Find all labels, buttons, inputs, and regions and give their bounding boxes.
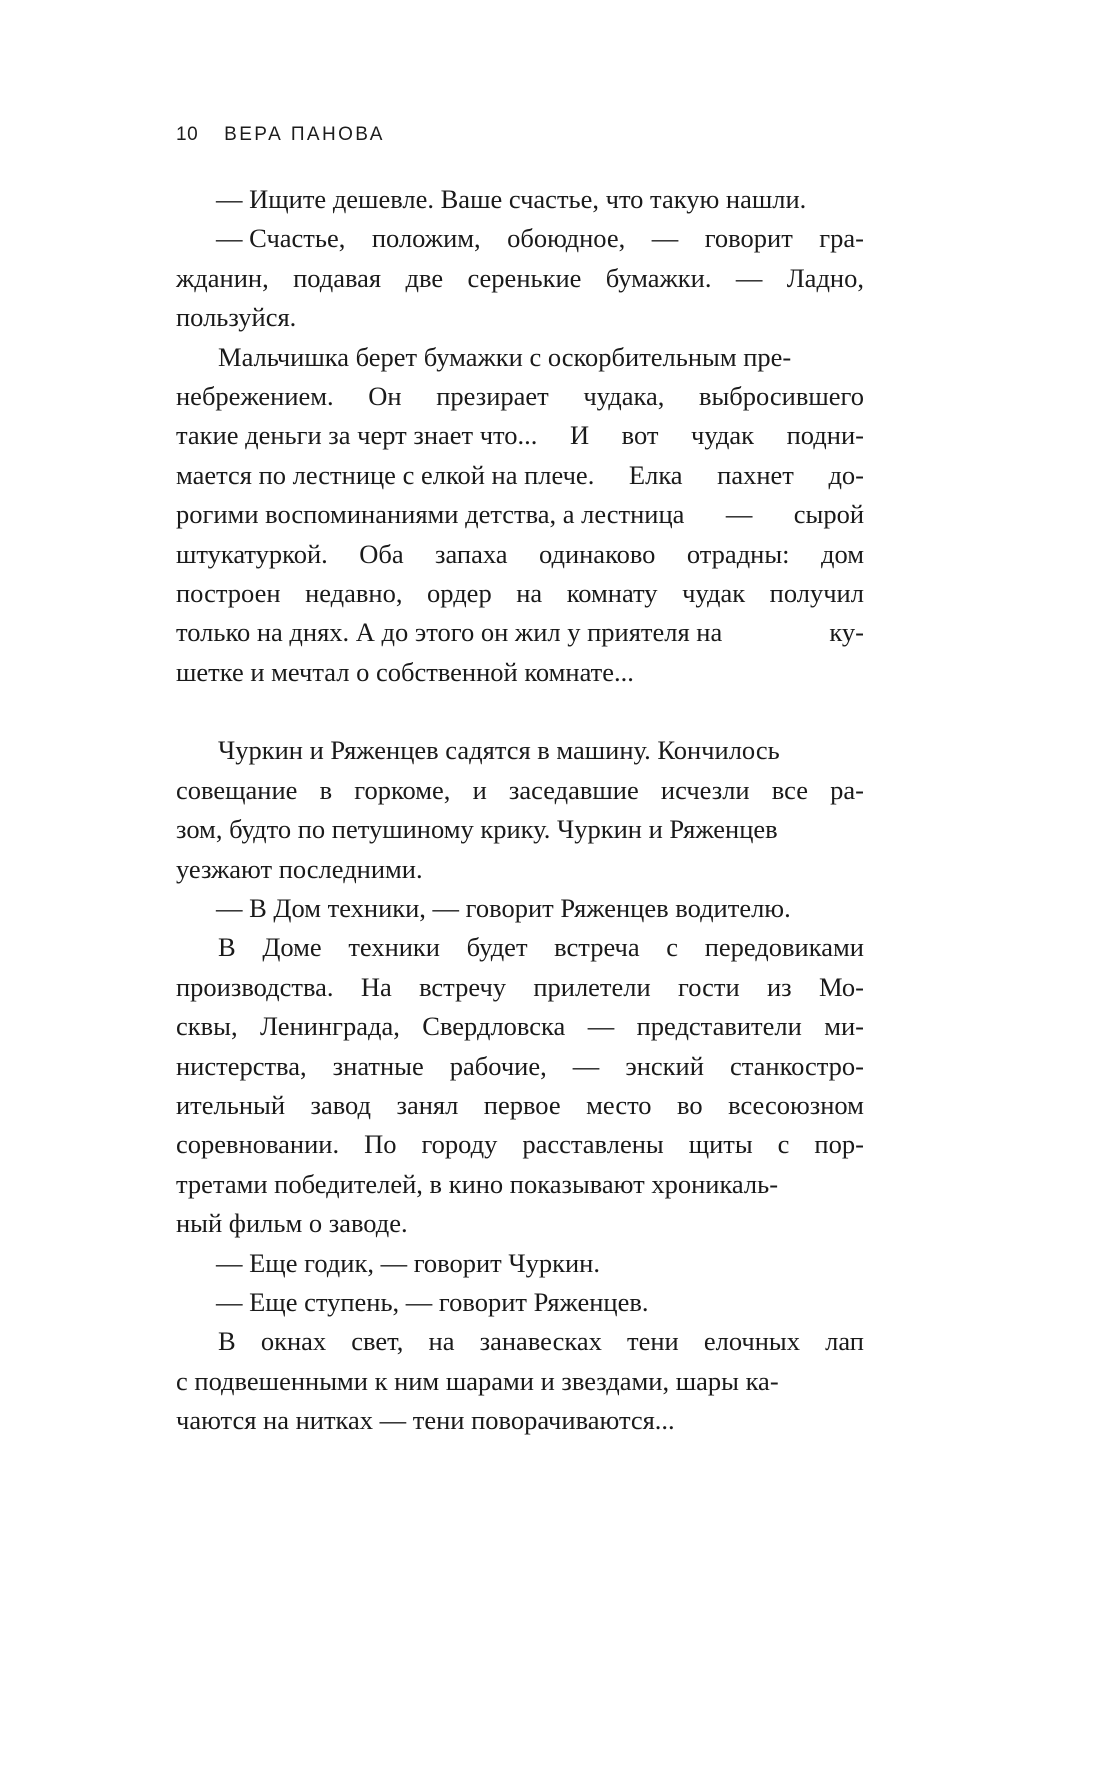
- line-segment: все: [771, 774, 808, 805]
- line-segment: — Ищите дешевле. Ваше счастье, что такую нашли.: [216, 184, 807, 214]
- line-segment: Мо-: [818, 971, 864, 1002]
- text-line: [176, 535, 864, 574]
- line-segment: —: [587, 1011, 615, 1042]
- page-number: 10: [176, 124, 199, 145]
- line-segment: небрежением.: [176, 380, 334, 411]
- line-segment: на: [516, 577, 543, 608]
- text-line: [176, 1047, 864, 1086]
- line-segment: занял: [396, 1089, 459, 1120]
- line-segment: встреча: [554, 932, 640, 963]
- text-line: [176, 1362, 864, 1401]
- line-segment: всесоюзном: [728, 1089, 864, 1120]
- line-segment: мается по лестнице с елкой на плече.: [176, 459, 595, 490]
- text-line: [176, 928, 864, 967]
- line-segment: пор-: [814, 1129, 864, 1160]
- line-segment: лап: [825, 1326, 864, 1357]
- line-segment: ордер: [427, 577, 492, 608]
- line-segment: из: [766, 971, 792, 1002]
- dialogue-paragraph: [176, 889, 864, 928]
- line-segment: уезжают последними.: [176, 853, 423, 884]
- narrative-paragraph: [176, 1322, 864, 1440]
- line-segment: с подвешенными к ним шарами и звездами, шары ка-: [176, 1365, 779, 1396]
- line-segment: получил: [769, 577, 864, 608]
- line-segment: построен: [176, 577, 281, 608]
- line-segment: одинаково: [538, 538, 656, 569]
- line-segment: знатные: [332, 1050, 424, 1081]
- line-segment: городу: [421, 1129, 498, 1160]
- text-line: [176, 1204, 864, 1243]
- line-segment: занавесках: [479, 1326, 602, 1357]
- line-segment: рогими воспоминаниями детства, а лестница: [176, 499, 685, 530]
- line-segment: Ладно,: [786, 262, 864, 293]
- text-line: [176, 1007, 864, 1046]
- line-segment: до-: [828, 459, 864, 490]
- line-segment: ный фильм о заводе.: [176, 1208, 408, 1239]
- text-line: [176, 338, 864, 377]
- text-line: [176, 850, 864, 889]
- line-segment: щиты: [688, 1129, 753, 1160]
- line-segment: станкостро-: [729, 1050, 864, 1081]
- line-segment: серенькие: [467, 262, 582, 293]
- line-segment: говорит: [704, 223, 793, 254]
- narrative-paragraph: [176, 338, 864, 693]
- line-segment: встречу: [419, 971, 507, 1002]
- text-line: [176, 731, 864, 770]
- text-line: [176, 810, 864, 849]
- line-segment: — В Дом техники, — говорит Ряженцев водителю.: [216, 893, 791, 924]
- text-line: [176, 1165, 864, 1204]
- line-segment: рабочие,: [449, 1050, 547, 1081]
- line-segment: чудак: [691, 420, 755, 451]
- line-segment: дом: [820, 538, 864, 569]
- line-segment: свет,: [351, 1326, 404, 1357]
- line-segment: ра-: [830, 774, 864, 805]
- line-segment: чаются на нитках — тени поворачиваются...: [176, 1405, 675, 1436]
- line-segment: запаха: [435, 538, 508, 569]
- dialogue-paragraph: [176, 1283, 864, 1322]
- line-segment: —: [651, 223, 679, 254]
- line-segment: нистерства,: [176, 1050, 307, 1081]
- line-segment: Ленинграда,: [260, 1011, 400, 1042]
- line-segment: бумажки.: [605, 262, 712, 293]
- line-segment: подни-: [786, 420, 864, 451]
- text-line: [176, 219, 864, 258]
- line-segment: прилетели: [533, 971, 651, 1002]
- line-segment: Оба: [359, 538, 404, 569]
- dialogue-paragraph: [176, 219, 864, 337]
- line-segment: обоюдное,: [507, 223, 626, 254]
- line-segment: передовиками: [704, 932, 864, 963]
- line-segment: зом, будто по петушиному крику. Чуркин и Ряженцев: [176, 814, 778, 845]
- running-title: ВЕРА ПАНОВА: [224, 124, 385, 145]
- line-segment: такие деньги за черт знает что...: [176, 420, 538, 451]
- line-segment: с: [777, 1129, 790, 1160]
- line-segment: елочных: [703, 1326, 800, 1357]
- text-line: [176, 968, 864, 1007]
- line-segment: гости: [678, 971, 740, 1002]
- line-segment: Елка: [628, 459, 683, 490]
- line-segment: тени: [626, 1326, 679, 1357]
- line-segment: Свердловска: [422, 1011, 566, 1042]
- line-segment: комнату: [566, 577, 658, 608]
- text-block: [176, 180, 864, 692]
- scene-break: [176, 692, 864, 731]
- line-segment: во: [677, 1089, 703, 1120]
- line-segment: Чуркин и Ряженцев садятся в машину. Кончилось: [218, 735, 780, 766]
- line-segment: третами победителей, в кино показывают хроникаль-: [176, 1168, 779, 1199]
- line-segment: энский: [625, 1050, 704, 1081]
- line-segment: производства.: [176, 971, 334, 1002]
- text-line: [176, 1244, 864, 1283]
- line-segment: пахнет: [717, 459, 794, 490]
- line-segment: недавно,: [305, 577, 403, 608]
- text-block: [176, 731, 864, 1440]
- line-segment: ительный: [176, 1089, 286, 1120]
- line-segment: На: [360, 971, 392, 1002]
- text-line: [176, 653, 864, 692]
- line-segment: выбросившего: [698, 380, 864, 411]
- line-segment: жданин,: [176, 262, 269, 293]
- line-segment: —: [572, 1050, 600, 1081]
- text-line: [176, 259, 864, 298]
- line-segment: Доме: [262, 932, 322, 963]
- line-segment: сырой: [793, 499, 864, 530]
- running-header: [176, 124, 385, 146]
- line-segment: презирает: [436, 380, 549, 411]
- line-segment: пользуйся.: [176, 302, 297, 333]
- line-segment: представители: [636, 1011, 802, 1042]
- text-line: [176, 1125, 864, 1164]
- line-segment: чудак: [682, 577, 746, 608]
- text-line: [176, 1322, 864, 1361]
- line-segment: заседавшие: [508, 774, 639, 805]
- line-segment: — Еще годик, — говорит Чуркин.: [216, 1247, 600, 1278]
- text-line: [176, 456, 864, 495]
- line-segment: ку-: [829, 617, 864, 648]
- text-line: [176, 574, 864, 613]
- line-segment: В: [218, 1326, 236, 1357]
- line-segment: По: [364, 1129, 397, 1160]
- text-line: [176, 495, 864, 534]
- text-line: [176, 613, 864, 652]
- body-text-column: [176, 180, 864, 1441]
- line-segment: на: [428, 1326, 455, 1357]
- line-segment: —: [725, 499, 753, 530]
- line-segment: сквы,: [176, 1011, 238, 1042]
- line-segment: — Счастье,: [216, 223, 346, 254]
- line-segment: в: [319, 774, 333, 805]
- line-segment: окнах: [260, 1326, 327, 1357]
- line-segment: отрадны:: [686, 538, 790, 569]
- line-segment: И: [569, 420, 590, 451]
- line-segment: расставлены: [522, 1129, 664, 1160]
- line-segment: положим,: [371, 223, 481, 254]
- text-line: [176, 180, 864, 219]
- line-segment: первое: [483, 1089, 561, 1120]
- text-line: [176, 1086, 864, 1125]
- line-segment: будет: [466, 932, 528, 963]
- text-line: [176, 771, 864, 810]
- line-segment: Он: [368, 380, 402, 411]
- line-segment: завод: [310, 1089, 372, 1120]
- narrative-paragraph: [176, 731, 864, 889]
- line-segment: ми-: [824, 1011, 864, 1042]
- text-line: [176, 1401, 864, 1440]
- text-line: [176, 416, 864, 455]
- line-segment: совещание: [176, 774, 298, 805]
- line-segment: В: [218, 932, 236, 963]
- line-segment: место: [586, 1089, 652, 1120]
- dialogue-paragraph: [176, 1244, 864, 1283]
- text-line: [176, 1283, 864, 1322]
- line-segment: — Еще ступень, — говорит Ряженцев.: [216, 1286, 649, 1317]
- line-segment: гра-: [819, 223, 864, 254]
- narrative-paragraph: [176, 928, 864, 1243]
- line-segment: исчезли: [660, 774, 750, 805]
- line-segment: штукатуркой.: [176, 538, 328, 569]
- line-segment: Мальчишка берет бумажки с оскорбительным пре-: [218, 341, 792, 372]
- line-segment: —: [735, 262, 763, 293]
- line-segment: две: [405, 262, 444, 293]
- text-line: [176, 889, 864, 928]
- line-segment: горкоме,: [354, 774, 451, 805]
- line-segment: только на днях. А до этого он жил у приятеля на: [176, 617, 723, 648]
- text-line: [176, 377, 864, 416]
- line-segment: соревновании.: [176, 1129, 340, 1160]
- line-segment: техники: [348, 932, 440, 963]
- line-segment: шетке и мечтал о собственной комнате...: [176, 656, 634, 687]
- line-segment: с: [666, 932, 679, 963]
- text-line: [176, 298, 864, 337]
- line-segment: и: [472, 774, 487, 805]
- dialogue-paragraph: [176, 180, 864, 219]
- line-segment: подавая: [293, 262, 382, 293]
- line-segment: чудака,: [583, 380, 665, 411]
- line-segment: вот: [621, 420, 659, 451]
